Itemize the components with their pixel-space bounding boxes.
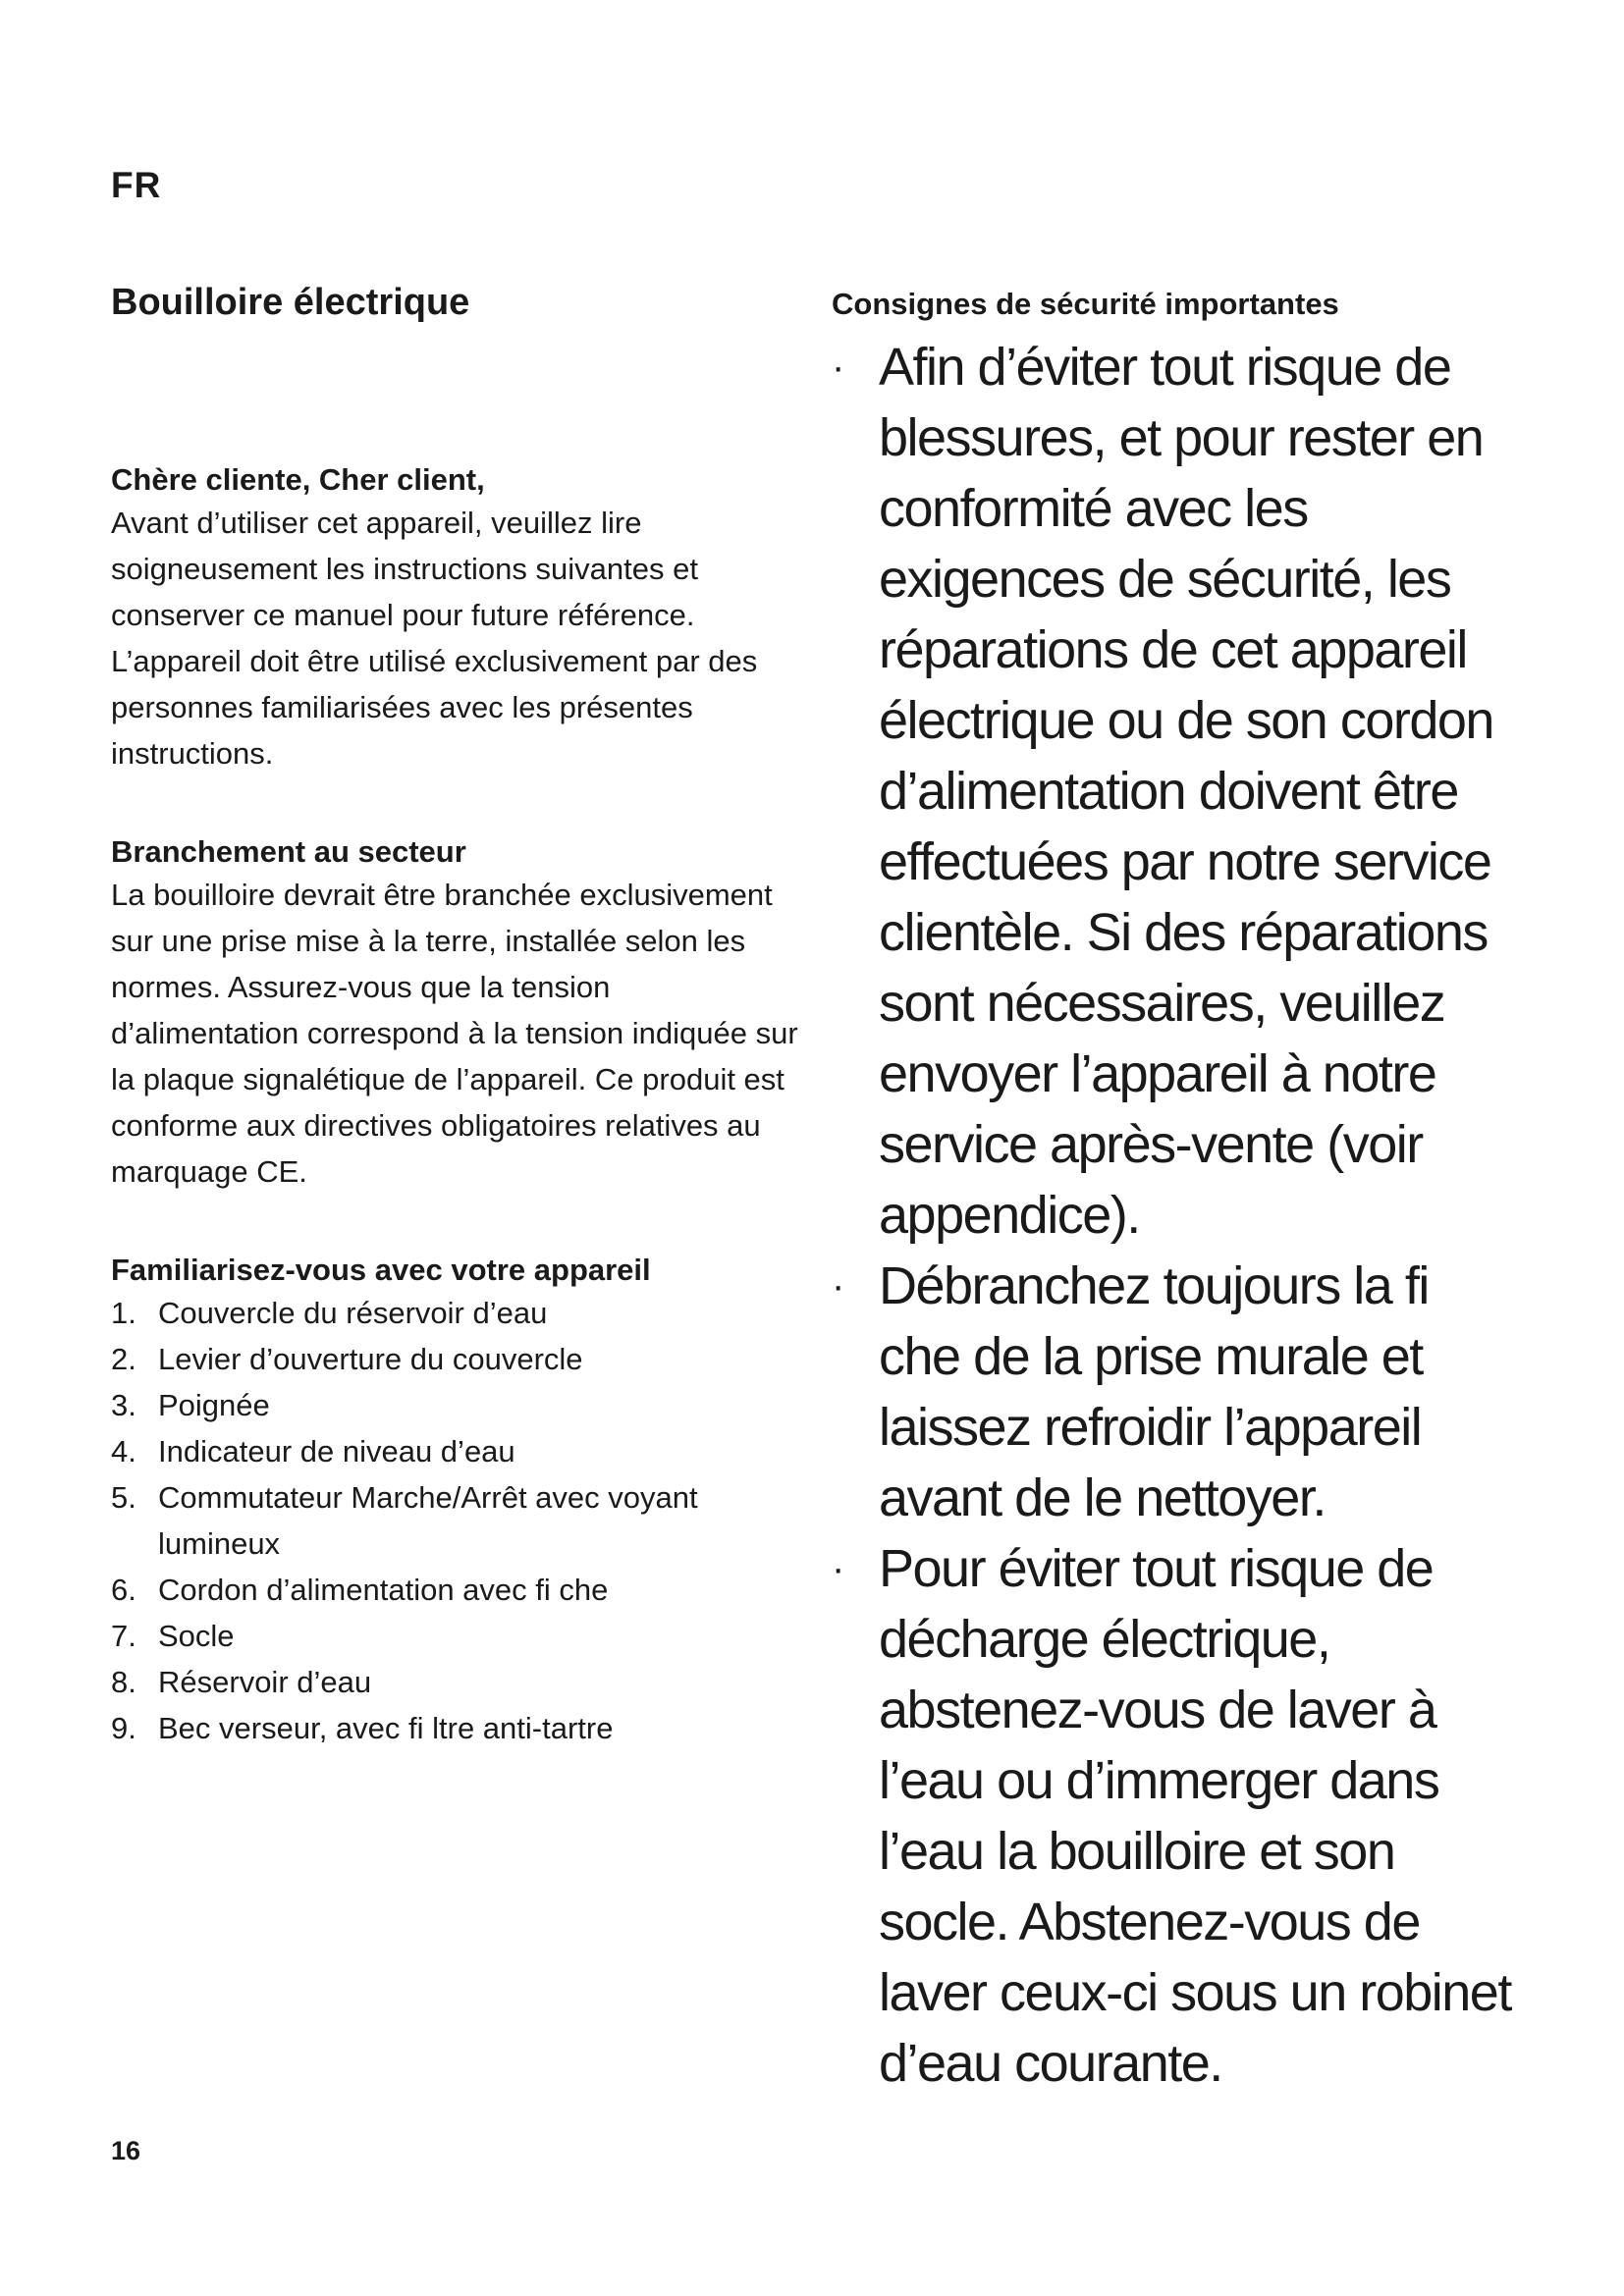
item-number: 5. (111, 1480, 136, 1515)
document-title: Bouilloire électrique (111, 282, 470, 323)
item-number: 9. (111, 1711, 136, 1745)
bullet-icon: · (832, 1264, 843, 1308)
item-number: 2. (111, 1342, 136, 1376)
item-label: Commutateur Marche/Arrêt avec voyant lumineux (158, 1480, 698, 1561)
list-item (111, 1336, 798, 1382)
item-label: Réservoir d’eau (158, 1665, 372, 1699)
list-item (111, 1705, 798, 1751)
safety-text: Débranchez toujours la fi che de la prise murale et laissez refroidir l’appareil avant de le nettoyer. (879, 1256, 1429, 1527)
greeting-section (111, 460, 798, 776)
item-label: Socle (158, 1619, 235, 1653)
item-label: Bec verseur, avec fi ltre anti-tartre (158, 1711, 614, 1745)
mains-section (111, 832, 798, 1195)
list-item (111, 1474, 798, 1567)
list-item (111, 1382, 798, 1428)
item-label: Cordon d’alimentation avec fi che (158, 1573, 609, 1607)
safety-text: Afin d’éviter tout risque de blessures, et pour rester en conformité avec les exigences de sécurité, les réparations de cet appareil électrique ou de son cordon d’alimentation doivent être effectuées par notre service clientèle. Si des réparations sont nécessaires, veuillez envoyer l’appareil à notre service après-vente (voir appendice). (879, 338, 1493, 1245)
greeting-heading: Chère cliente, Cher client, (111, 462, 485, 497)
item-number: 3. (111, 1388, 136, 1422)
parts-list (111, 1290, 798, 1751)
item-label: Couvercle du réservoir d’eau (158, 1296, 548, 1330)
list-item (111, 1613, 798, 1659)
item-number: 8. (111, 1665, 136, 1699)
mains-heading: Branchement au secteur (111, 834, 466, 869)
item-number: 7. (111, 1619, 136, 1653)
greeting-text: Avant d’utiliser cet appareil, veuillez lire soigneusement les instructions suivantes et conserver ce manuel pour future référence. L’appareil doit être utilisé exclusivement par des personnes familiarisées avec les présentes instructions. (111, 506, 758, 771)
list-item (832, 1251, 1519, 1533)
parts-heading: Familiarisez-vous avec votre appareil (111, 1253, 651, 1287)
item-number: 4. (111, 1434, 136, 1468)
parts-section (111, 1251, 798, 1751)
list-item (832, 1533, 1519, 2099)
safety-heading: Consignes de sécurité importantes (832, 287, 1339, 321)
bullet-icon: · (832, 1547, 843, 1590)
item-label: Poignée (158, 1388, 270, 1422)
item-label: Indicateur de niveau d’eau (158, 1434, 515, 1468)
list-item (832, 332, 1519, 1251)
list-item (111, 1567, 798, 1613)
list-item (111, 1428, 798, 1474)
mains-text: La bouilloire devrait être branchée exclusivement sur une prise mise à la terre, installée selon les normes. Assurez-vous que la tension d’alimentation correspond à la tension indiquée sur la plaque signalétique de l’appareil. Ce produit est conforme aux directives obligatoires relatives au marquage CE. (111, 878, 798, 1189)
right-column (832, 285, 1519, 2099)
item-number: 6. (111, 1573, 136, 1607)
left-column (111, 280, 798, 1751)
bullet-icon: · (832, 346, 843, 389)
safety-list (832, 332, 1519, 2099)
list-item (111, 1659, 798, 1705)
language-label: FR (111, 165, 162, 205)
item-label: Levier d’ouverture du couvercle (158, 1342, 583, 1376)
list-item (111, 1290, 798, 1336)
page-number: 16 (111, 2136, 141, 2165)
item-number: 1. (111, 1296, 136, 1330)
safety-text: Pour éviter tout risque de décharge électrique, abstenez-vous de laver à l’eau ou d’immerger dans l’eau la bouilloire et son socle. Abstenez-vous de laver ceux-ci sous un robinet d’eau courante. (879, 1539, 1511, 2093)
